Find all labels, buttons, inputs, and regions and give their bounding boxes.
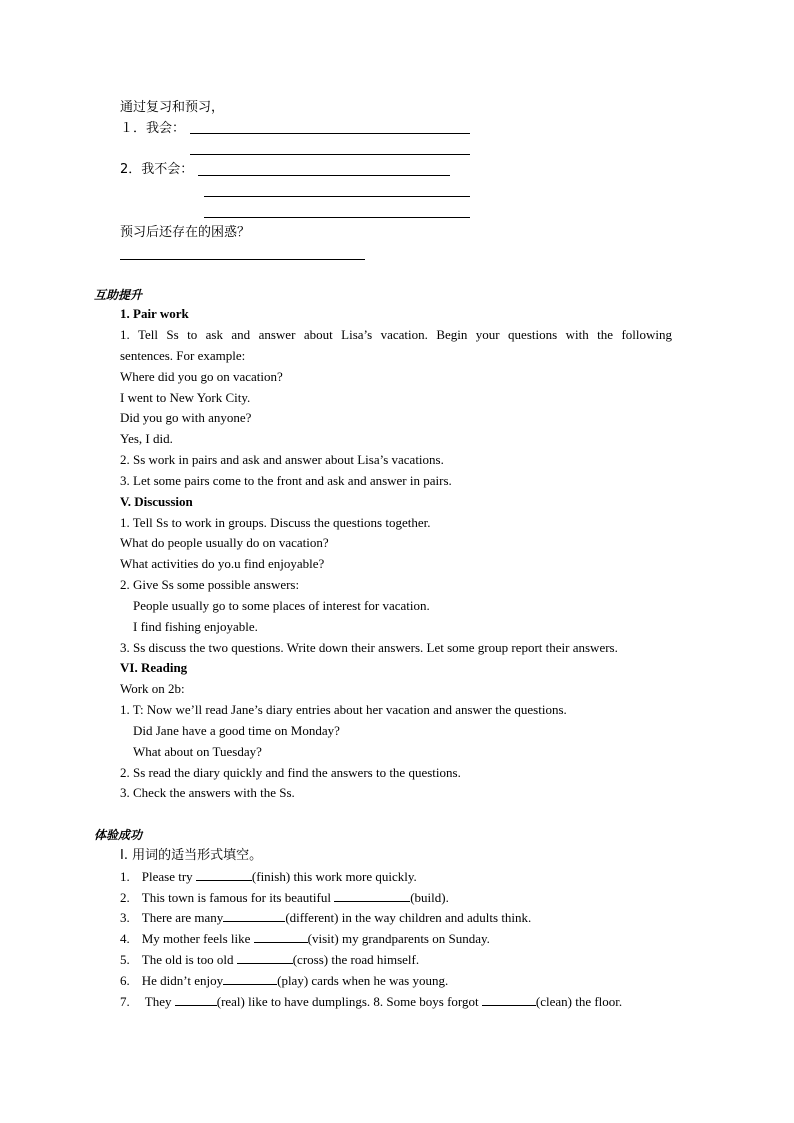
fill-blank-2[interactable] (482, 994, 536, 1006)
item-number: 7. (120, 994, 130, 1009)
reading-title: VI. Reading (120, 660, 188, 675)
reading-question-1: Did Jane have a good time on Monday? (133, 723, 340, 738)
fill-blank[interactable] (175, 994, 217, 1006)
fill-blank[interactable] (223, 910, 285, 922)
cannot-answer-line-1 (198, 175, 450, 176)
item-number: 2. (120, 890, 130, 905)
review-question: 预习后还存在的困惑？ (120, 225, 251, 240)
item-text-after-2: the floor. (571, 994, 623, 1009)
fill-blank[interactable] (254, 931, 308, 943)
item-text-before: They (141, 994, 175, 1009)
mutual-help-header: 互助提升 (94, 288, 143, 302)
item-text-before: My mother feels like (141, 931, 254, 946)
pair-work-step1: 1. Tell Ss to ask and answer about Lisa’s vacation. Begin your questions with the following (120, 327, 672, 342)
pair-work-step3: 3. Let some pairs come to the front and ask and answer in pairs. (120, 473, 452, 488)
review-intro: 通过复习和预习， (120, 100, 225, 115)
item-hint: (visit) (307, 931, 339, 946)
reading-work-on: Work on 2b: (120, 681, 185, 696)
item-text-after: like to have dumplings. 8. Some boys forgot (244, 994, 482, 1009)
example-answer-2: Yes, I did. (120, 431, 173, 446)
pair-work-step1-cont: sentences. For example: (120, 348, 246, 363)
reading-step2: 2. Ss read the diary quickly and find the answers to the questions. (120, 765, 461, 780)
can-answer-line-1 (190, 133, 470, 134)
item-number: 6. (120, 973, 130, 988)
can-answer-line-2 (190, 154, 470, 155)
fill-blank[interactable] (196, 869, 252, 881)
item-hint: (cross) (292, 952, 329, 967)
discussion-answer-2: I find fishing enjoyable. (133, 619, 258, 634)
item-hint: (build). (410, 890, 449, 905)
item-hint: (play) (277, 973, 309, 988)
cannot-answer-line-3 (204, 217, 470, 218)
cannot-answer-line-2 (204, 196, 470, 197)
reading-step1: 1. T: Now we’ll read Jane’s diary entries about her vacation and answer the questions. (120, 702, 567, 717)
item-number: 3. (120, 910, 130, 925)
exercise-instruction: I. 用词的适当形式填空。 (120, 848, 263, 863)
example-question-1: Where did you go on vacation? (120, 369, 283, 384)
item-text-after: my grandparents on Sunday. (338, 931, 490, 946)
item-text-after: this work more quickly. (290, 869, 417, 884)
exercise-item-3 (120, 910, 531, 926)
discussion-question-1: What do people usually do on vacation? (120, 535, 329, 550)
fill-blank[interactable] (334, 890, 410, 902)
reading-question-2: What about on Tuesday? (133, 744, 262, 759)
exercise-item-4 (120, 931, 490, 947)
item-number: 1. (120, 869, 130, 884)
discussion-step2: 2. Give Ss some possible answers: (120, 577, 300, 592)
exercise-item-2 (120, 890, 449, 906)
reading-step3: 3. Check the answers with the Ss. (120, 785, 295, 800)
discussion-step1: 1. Tell Ss to work in groups. Discuss the questions together. (120, 515, 431, 530)
item-text-after: cards when he was young. (308, 973, 449, 988)
can-label: １．我会： (120, 121, 186, 136)
example-answer-1: I went to New York City. (120, 390, 251, 405)
item-text-before: He didn’t enjoy (141, 973, 224, 988)
exercise-item-7 (120, 994, 622, 1010)
discussion-question-2: What activities do yo.u find enjoyable? (120, 556, 325, 571)
item-hint: (different) (285, 910, 339, 925)
exercise-item-1 (120, 869, 417, 885)
pair-work-title: 1. Pair work (120, 306, 189, 321)
item-text-before: Please try (141, 869, 196, 884)
discussion-step3: 3. Ss discuss the two questions. Write down their answers. Let some group report their answers. (120, 640, 618, 655)
example-question-2: Did you go with anyone? (120, 410, 252, 425)
item-text-before: This town is famous for its beautiful (141, 890, 335, 905)
discussion-title: V. Discussion (120, 494, 193, 509)
exercise-item-6 (120, 973, 448, 989)
fill-blank[interactable] (223, 973, 277, 985)
item-text-before: The old is too old (141, 952, 237, 967)
discussion-answer-1: People usually go to some places of interest for vacation. (133, 598, 430, 613)
item-hint-2: (clean) (535, 994, 572, 1009)
exercise-item-5 (120, 952, 419, 968)
item-number: 4. (120, 931, 130, 946)
cannot-label: 2．我不会： (120, 162, 194, 177)
success-header: 体验成功 (94, 828, 143, 842)
item-text-before: There are many (141, 910, 224, 925)
item-text-after: in the way children and adults think. (338, 910, 532, 925)
fill-blank[interactable] (237, 952, 293, 964)
item-hint: (real) (216, 994, 245, 1009)
pair-work-step2: 2. Ss work in pairs and ask and answer about Lisa’s vacations. (120, 452, 444, 467)
question-answer-line (120, 259, 365, 260)
item-text-after: the road himself. (328, 952, 420, 967)
item-number: 5. (120, 952, 130, 967)
item-hint: (finish) (251, 869, 291, 884)
